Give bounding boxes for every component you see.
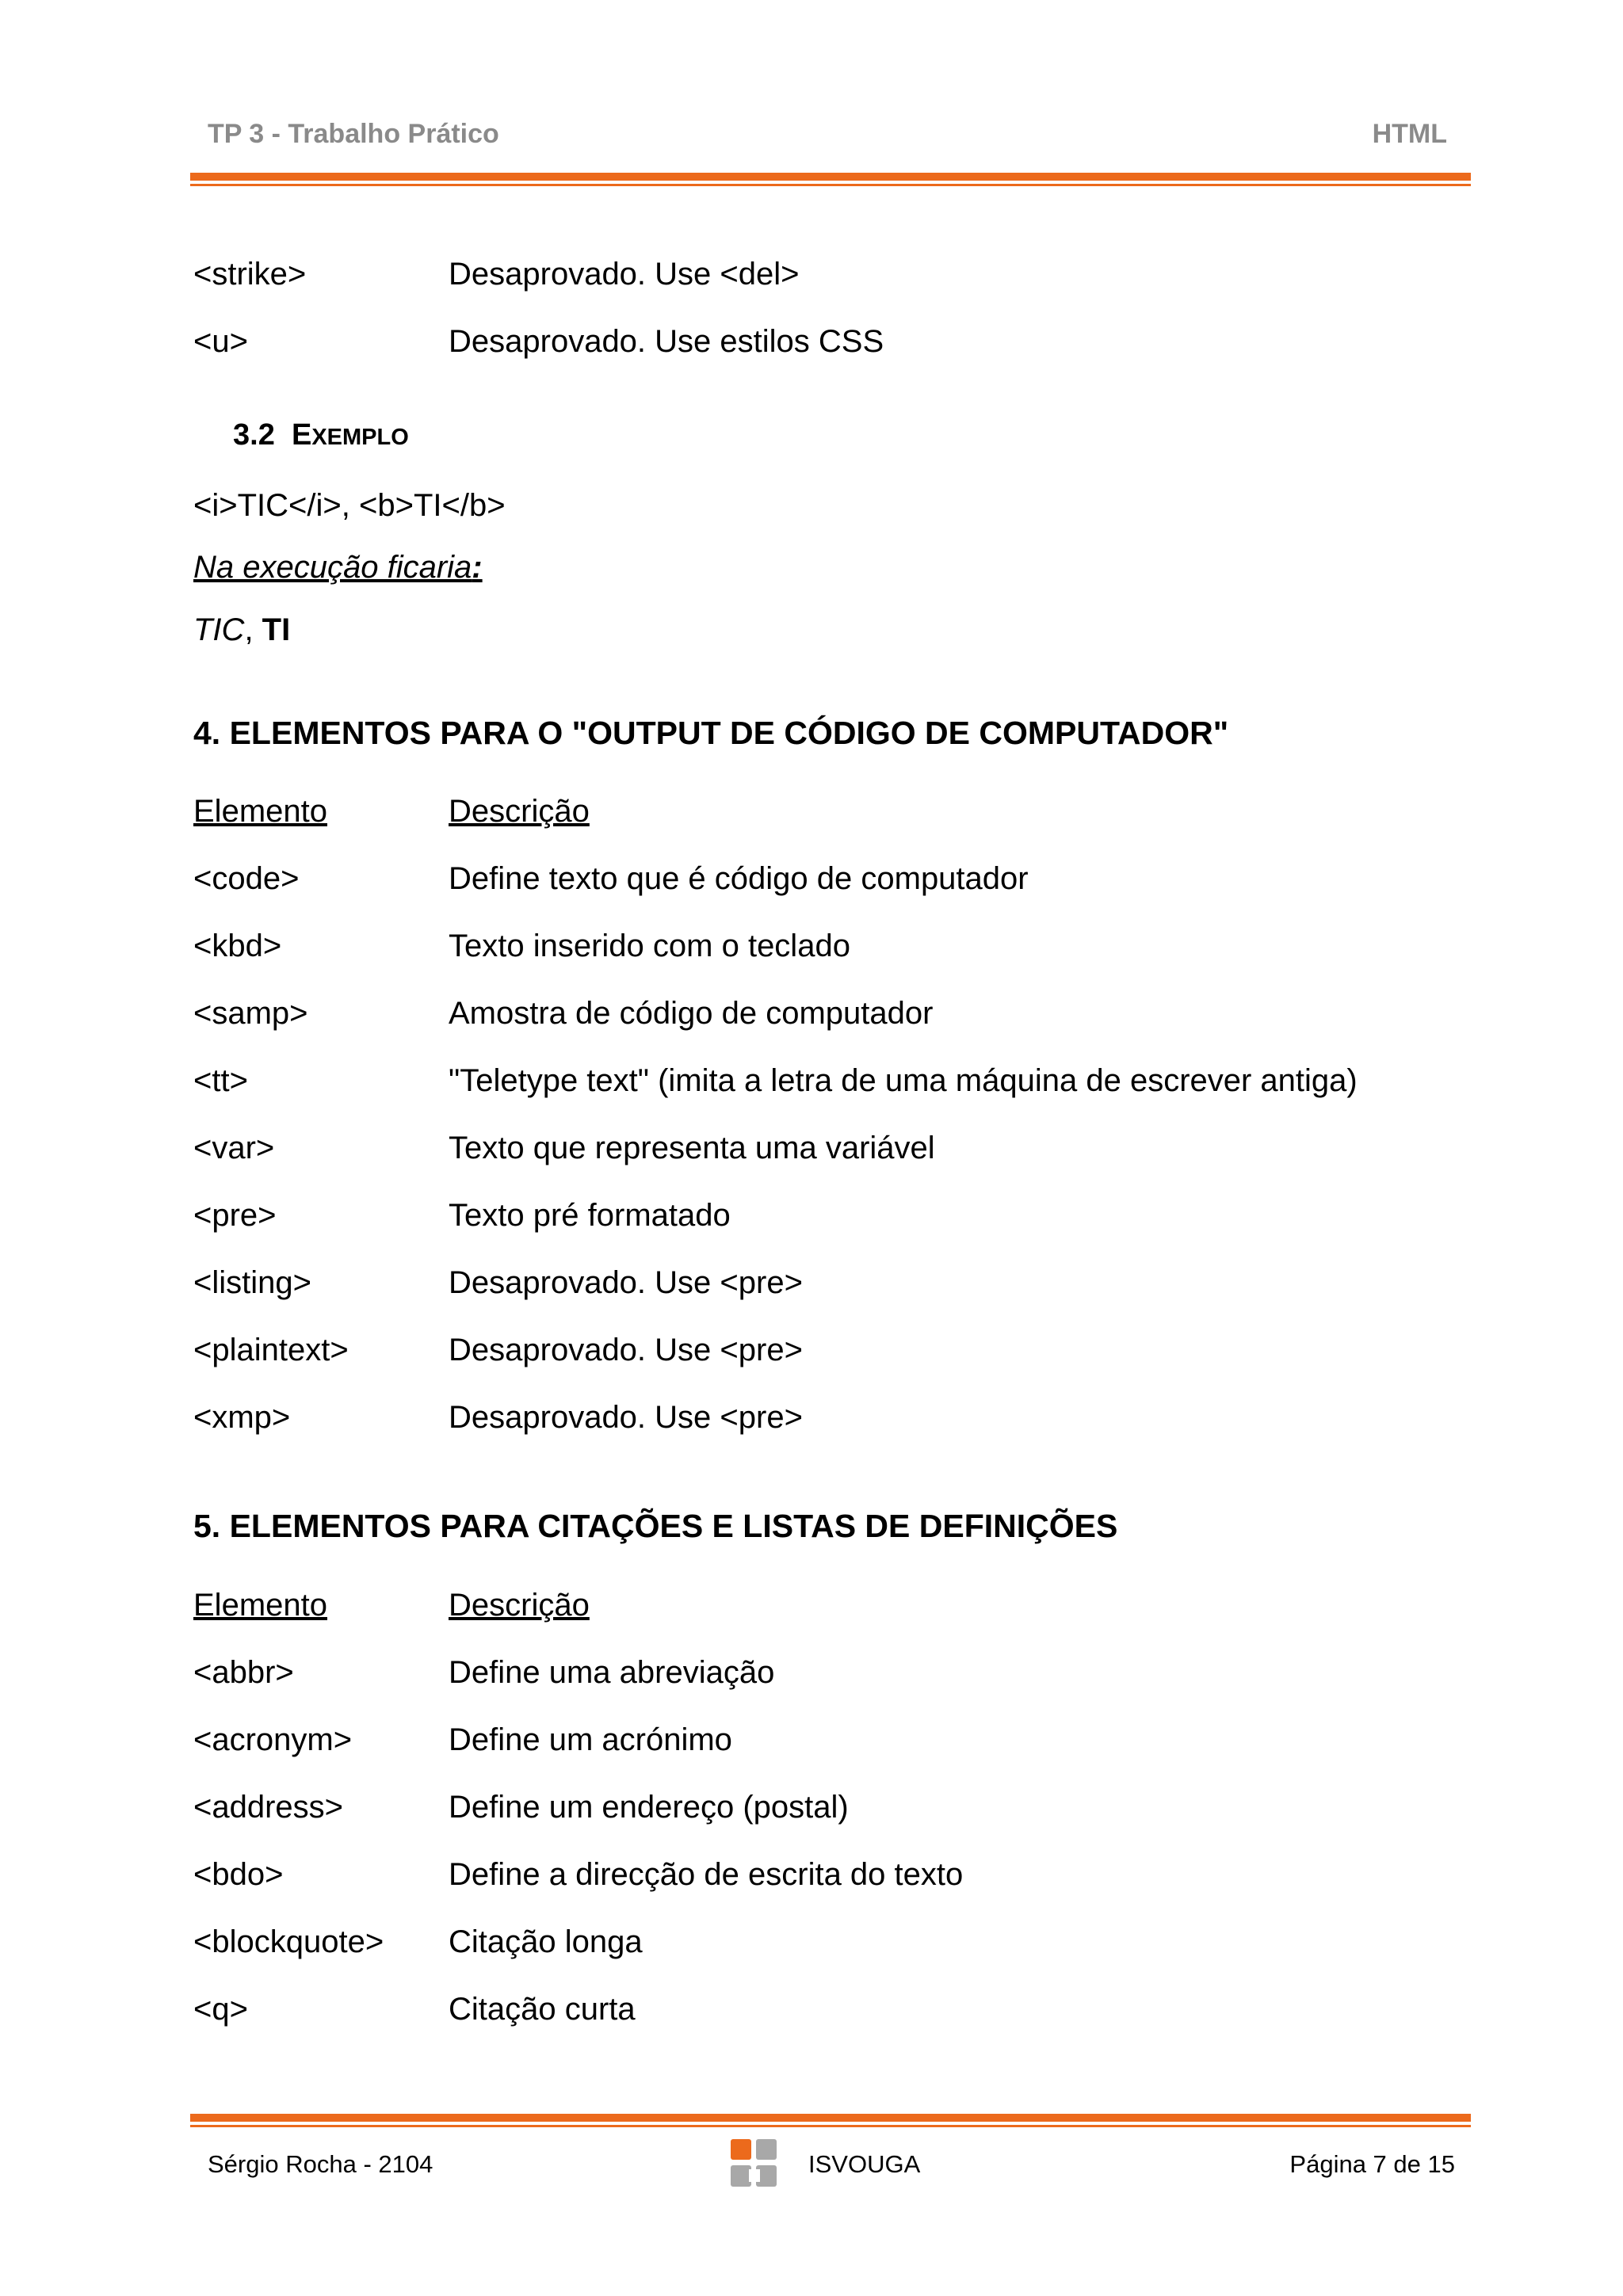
footer-author: Sérgio Rocha - 2104 bbox=[208, 2150, 433, 2178]
element-cell: <xmp> bbox=[193, 1400, 291, 1435]
description-cell: Desaprovado. Use <pre> bbox=[449, 1333, 803, 1367]
description-cell: Desaprovado. Use <pre> bbox=[449, 1400, 803, 1435]
isvouga-logo-icon bbox=[731, 2139, 778, 2188]
result-separator: , bbox=[244, 612, 262, 647]
section-4-heading: 4. ELEMENTOS PARA O "OUTPUT DE CÓDIGO DE COMPUTADOR" bbox=[193, 715, 1229, 751]
description-cell: Desaprovado. Use <del> bbox=[449, 257, 800, 292]
element-cell: <tt> bbox=[193, 1063, 248, 1098]
page-number: Página 7 de 15 bbox=[1289, 2150, 1455, 2178]
element-cell: <strike> bbox=[193, 257, 307, 292]
element-cell: <u> bbox=[193, 324, 248, 359]
element-cell: <q> bbox=[193, 1992, 248, 2027]
footer-rule bbox=[190, 2114, 1471, 2122]
element-cell: <blockquote> bbox=[193, 1924, 384, 1959]
description-cell: Desaprovado. Use estilos CSS bbox=[449, 324, 884, 359]
footer-institution: ISVOUGA bbox=[808, 2150, 921, 2178]
result-label-text: Na execução ficaria bbox=[193, 550, 472, 585]
description-cell: Define a direcção de escrita do texto bbox=[449, 1857, 964, 1892]
description-cell: Texto inserido com o teclado bbox=[449, 929, 850, 963]
description-cell: Desaprovado. Use <pre> bbox=[449, 1265, 803, 1300]
element-cell: <code> bbox=[193, 861, 300, 896]
result-label-colon: : bbox=[472, 550, 483, 585]
element-cell: <samp> bbox=[193, 996, 308, 1031]
element-cell: <listing> bbox=[193, 1265, 311, 1300]
element-cell: <kbd> bbox=[193, 929, 282, 963]
description-cell: Texto pré formatado bbox=[449, 1198, 731, 1233]
header-rule bbox=[190, 173, 1471, 181]
header-title: TP 3 - Trabalho Prático bbox=[208, 119, 499, 149]
subsection-title-rest: XEMPLO bbox=[311, 425, 409, 450]
header-rule-thin bbox=[190, 184, 1471, 186]
description-cell: Define um acrónimo bbox=[449, 1722, 732, 1757]
column-header-description: Descrição bbox=[449, 794, 590, 829]
section-5-heading: 5. ELEMENTOS PARA CITAÇÕES E LISTAS DE DEFINIÇÕES bbox=[193, 1508, 1118, 1544]
element-cell: <pre> bbox=[193, 1198, 277, 1233]
element-cell: <acronym> bbox=[193, 1722, 353, 1757]
description-cell: Define uma abreviação bbox=[449, 1655, 775, 1690]
description-cell: Amostra de código de computador bbox=[449, 996, 934, 1031]
result-italic: TIC bbox=[193, 612, 245, 647]
column-header-description: Descrição bbox=[449, 1588, 590, 1623]
subsection-title-initial: E bbox=[291, 418, 312, 452]
footer-rule-thin bbox=[190, 2125, 1471, 2127]
subsection-heading bbox=[233, 418, 409, 452]
element-cell: <abbr> bbox=[193, 1655, 294, 1690]
example-code: <i>TIC</i>, <b>TI</b> bbox=[193, 488, 506, 523]
description-cell: Citação curta bbox=[449, 1992, 636, 2027]
description-cell: "Teletype text" (imita a letra de uma máquina de escrever antiga) bbox=[449, 1063, 1358, 1098]
element-cell: <address> bbox=[193, 1790, 344, 1825]
description-cell: Texto que representa uma variável bbox=[449, 1131, 935, 1165]
header-subject: HTML bbox=[1372, 119, 1447, 149]
element-cell: <bdo> bbox=[193, 1857, 284, 1892]
example-result bbox=[193, 611, 290, 649]
column-header-element: Elemento bbox=[193, 1588, 327, 1623]
result-bold: TI bbox=[262, 612, 291, 647]
description-cell: Citação longa bbox=[449, 1924, 643, 1959]
description-cell: Define texto que é código de computador bbox=[449, 861, 1029, 896]
element-cell: <plaintext> bbox=[193, 1333, 349, 1367]
subsection-number: 3.2 bbox=[233, 418, 275, 452]
example-result-label bbox=[193, 548, 483, 586]
element-cell: <var> bbox=[193, 1131, 275, 1165]
description-cell: Define um endereço (postal) bbox=[449, 1790, 849, 1825]
column-header-element: Elemento bbox=[193, 794, 327, 829]
